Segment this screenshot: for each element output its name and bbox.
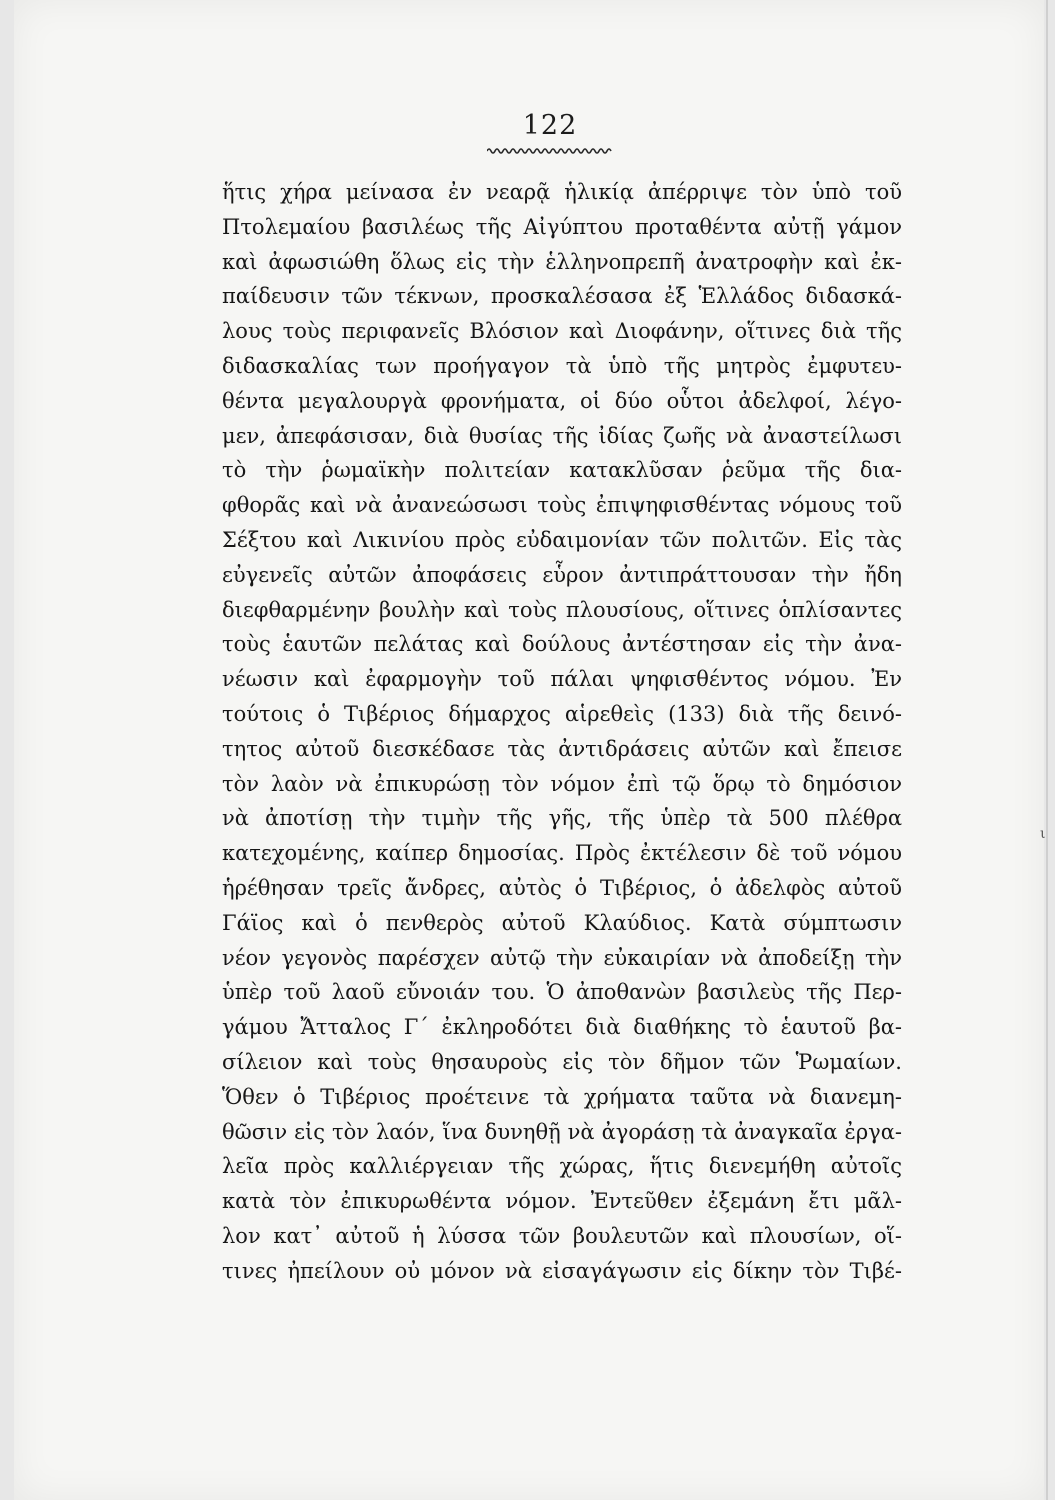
text-line: ἡρέθησαν τρεῖς ἄνδρες, αὐτὸς ὁ Τιβέριος, ὁ ἀδελφὸς αὐτοῦ xyxy=(222,875,902,900)
text-line: λους τοὺς περιφανεῖς Βλόσιον καὶ Διοφάνην, οἵτινες διὰ τῆς xyxy=(222,319,902,344)
text-line: παίδευσιν τῶν τέκνων, προσκαλέσασα ἐξ Ἑλλάδος διδασκά- xyxy=(222,284,902,309)
page-edge xyxy=(1046,0,1048,1500)
text-line: ἥτις χήρα μείνασα ἐν νεαρᾷ ἡλικίᾳ ἀπέρριψε τὸν ὑπὸ τοῦ xyxy=(222,180,902,204)
text-line: θῶσιν εἰς τὸν λαόν, ἵνα δυνηθῇ νὰ ἀγοράσῃ τὰ ἀναγκαῖα ἐργα- xyxy=(222,1119,902,1144)
text-line: θέντα μεγαλουργὰ φρονήματα, οἱ δύο οὗτοι ἀδελφοί, λέγο- xyxy=(222,388,902,413)
text-line: τὸν λαὸν νὰ ἐπικυρώσῃ τὸν νόμον ἐπὶ τῷ ὅρῳ τὸ δημόσιον xyxy=(222,771,902,796)
text-line: τητος αὐτοῦ διεσκέδασε τὰς ἀντιδράσεις αὐτῶν καὶ ἔπεισε xyxy=(222,736,902,761)
text-line: Γάϊος καὶ ὁ πενθερὸς αὐτοῦ Κλαύδιος. Κατὰ σύμπτωσιν xyxy=(222,910,902,935)
text-line: κατὰ τὸν ἐπικυρωθέντα νόμον. Ἐντεῦθεν ἐξεμάνη ἔτι μᾶλ- xyxy=(222,1189,902,1214)
text-line: τούτοις ὁ Τιβέριος δήμαρχος αἱρεθεὶς (133) διὰ τῆς δεινό- xyxy=(222,701,902,726)
text-line: ὑπὲρ τοῦ λαοῦ εὔνοιάν του. Ὁ ἀποθανὼν βασιλεὺς τῆς Περ- xyxy=(222,980,902,1005)
text-line: μεν, ἀπεφάσισαν, διὰ θυσίας τῆς ἰδίας ζωῆς νὰ ἀναστείλωσι xyxy=(222,423,902,448)
text-line: καὶ ἀφωσιώθη ὅλως εἰς τὴν ἑλληνοπρεπῆ ἀνατροφὴν καὶ ἐκ- xyxy=(222,249,902,274)
text-line: γάμου Ἄτταλος Γ΄ ἐκληροδότει διὰ διαθήκης τὸ ἑαυτοῦ βα- xyxy=(222,1015,902,1040)
text-line: εὐγενεῖς αὐτῶν ἀποφάσεις εὗρον ἀντιπράττουσαν τὴν ἤδη xyxy=(222,562,902,587)
text-line: Πτολεμαίου βασιλέως τῆς Αἰγύπτου προταθέντα αὐτῇ γάμον xyxy=(222,214,902,239)
text-line: νέωσιν καὶ ἐφαρμογὴν τοῦ πάλαι ψηφισθέντος νόμου. Ἐν xyxy=(222,667,902,692)
text-line: διδασκαλίας των προήγαγον τὰ ὑπὸ τῆς μητρὸς ἐμφυτευ- xyxy=(222,353,902,378)
text-line: Σέξτου καὶ Λικινίου πρὸς εὐδαιμονίαν τῶν πολιτῶν. Εἰς τὰς xyxy=(222,527,902,552)
text-line: Ὅθεν ὁ Τιβέριος προέτεινε τὰ χρήματα ταῦτα νὰ διανεμη- xyxy=(222,1084,902,1109)
text-line: λεῖα πρὸς καλλιέργειαν τῆς χώρας, ἥτις διενεμήθη αὐτοῖς xyxy=(222,1154,902,1179)
ornament-rule xyxy=(487,146,613,156)
margin-mark: ι xyxy=(1040,826,1046,842)
text-line: κατεχομένης, καίπερ δημοσίας. Πρὸς ἐκτέλεσιν δὲ τοῦ νόμου xyxy=(222,841,902,866)
text-line: φθορᾶς καὶ νὰ ἀνανεώσωσι τοὺς ἐπιψηφισθέντας νόμους τοῦ xyxy=(222,493,902,518)
text-line: διεφθαρμένην βουλὴν καὶ τοὺς πλουσίους, οἵτινες ὁπλίσαντες xyxy=(222,597,902,622)
text-line: τινες ἠπείλουν οὐ μόνον νὰ εἰσαγάγωσιν εἰς δίκην τὸν Τιβέ- xyxy=(222,1258,902,1283)
text-line: νὰ ἀποτίσῃ τὴν τιμὴν τῆς γῆς, τῆς ὑπὲρ τὰ 500 πλέθρα xyxy=(222,806,902,831)
text-line: λον κατ᾽ αὐτοῦ ἡ λύσσα τῶν βουλευτῶν καὶ πλουσίων, οἵ- xyxy=(222,1223,902,1248)
text-line: τὸ τὴν ῥωμαϊκὴν πολιτείαν κατακλῦσαν ῥεῦμα τῆς δια- xyxy=(222,458,902,483)
text-line: νέον γεγονὸς παρέσχεν αὐτῷ τὴν εὐκαιρίαν νὰ ἀποδείξῃ τὴν xyxy=(222,945,902,970)
page-number: 122 xyxy=(522,110,578,141)
text-line: τοὺς ἑαυτῶν πελάτας καὶ δούλους ἀντέστησαν εἰς τὴν ἀνα- xyxy=(222,632,902,657)
text-line: σίλειον καὶ τοὺς θησαυροὺς εἰς τὸν δῆμον τῶν Ῥωμαίων. xyxy=(222,1049,902,1074)
body-text xyxy=(222,175,902,1289)
